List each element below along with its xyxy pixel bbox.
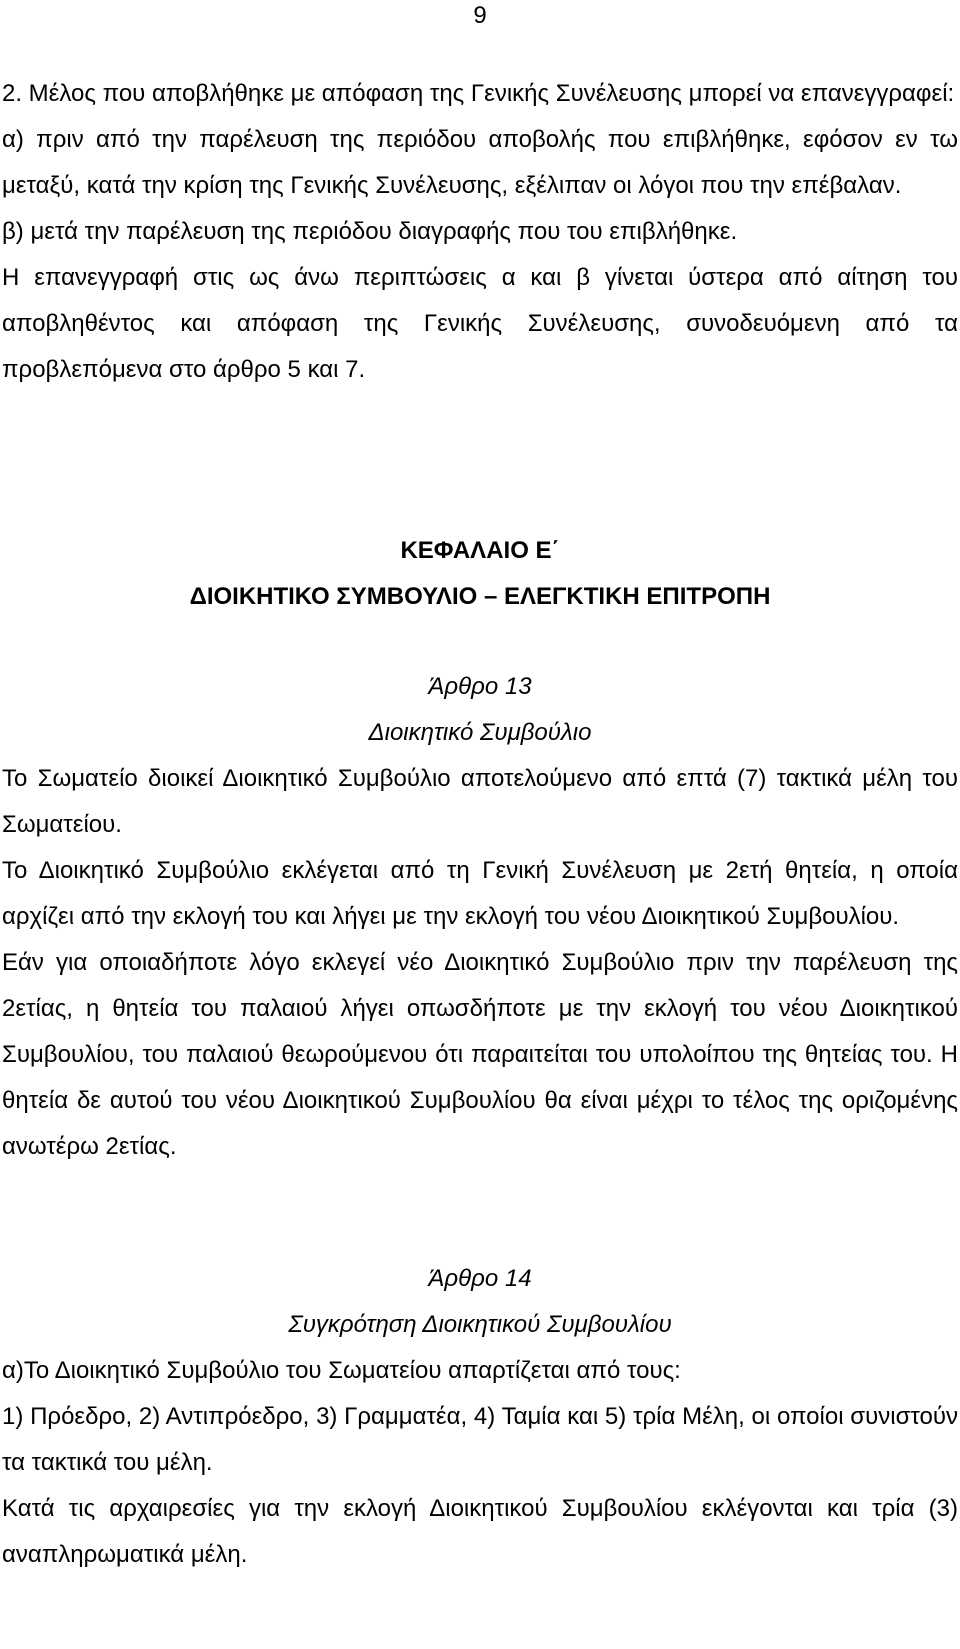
article-14-paragraph-3: Κατά τις αρχαιρεσίες για την εκλογή Διοικητικού Συμβουλίου εκλέγονται και τρία (3) αναπληρωματικά μέλη.: [2, 1495, 958, 1568]
article-13-paragraph-3: Εάν για οποιαδήποτε λόγο εκλεγεί νέο Διοικητικό Συμβούλιο πριν την παρέλευση της 2ετίας, η θητεία του παλαιού λήγει οπωσδήποτε με την εκλογή του νέου Διοικητικού Συμβουλίου, του παλαιού θεωρούμενου ότι παραιτείται του υπολοίπου της θητείας του. Η θητεία δε αυτού του νέου Διοικητικού Συμβουλίου θα είναι μέχρι το τέλος της οριζομένης ανωτέρω 2ετίας.: [2, 949, 958, 1160]
article-14-number: Άρθρο 14: [428, 1265, 532, 1292]
page-number: 9: [473, 2, 487, 29]
article-14-paragraph-2: 1) Πρόεδρο, 2) Αντιπρόεδρο, 3) Γραμματέα, 4) Ταμία και 5) τρία Μέλη, οι οποίοι συνιστούν τα τακτικά του μέλη.: [2, 1403, 958, 1476]
article-13-title: Διοικητικό Συμβούλιο: [368, 719, 592, 746]
chapter-subtitle: ΔΙΟΙΚΗΤΙΚΟ ΣΥΜΒΟΥΛΙΟ – ΕΛΕΓΚΤΙΚΗ ΕΠΙΤΡΟΠΗ: [189, 583, 771, 610]
paragraph-readmission-procedure: Η επανεγγραφή στις ως άνω περιπτώσεις α και β γίνεται ύστερα από αίτηση του αποβληθέντος και απόφαση της Γενικής Συνέλευσης, συνοδευόμενη από τα προβλεπόμενα στο άρθρο 5 και 7.: [2, 264, 958, 383]
article-13-number: Άρθρο 13: [428, 673, 532, 700]
article-14-paragraph-1: α)Το Διοικητικό Συμβούλιο του Σωματείου απαρτίζεται από τους:: [2, 1357, 681, 1384]
paragraph-readmission-case-a: α) πριν από την παρέλευση της περιόδου αποβολής που επιβλήθηκε, εφόσον εν τω μεταξύ, κατά την κρίση της Γενικής Συνέλευσης, εξέλιπαν οι λόγοι που την επέβαλαν.: [2, 126, 958, 199]
article-14: [2, 1256, 958, 1578]
section-readmission: [2, 71, 958, 393]
article-13: [2, 664, 958, 1170]
paragraph-readmission-case-b: β) μετά την παρέλευση της περιόδου διαγραφής που του επιβλήθηκε.: [2, 218, 738, 245]
chapter-title: ΚΕΦΑΛΑΙΟ Ε΄: [400, 537, 560, 564]
article-13-paragraph-1: Το Σωματείο διοικεί Διοικητικό Συμβούλιο αποτελούμενο από επτά (7) τακτικά μέλη του Σωματείου.: [2, 765, 958, 838]
paragraph-readmission-intro: 2. Μέλος που αποβλήθηκε με απόφαση της Γενικής Συνέλευσης μπορεί να επανεγγραφεί:: [2, 80, 955, 107]
article-14-title: Συγκρότηση Διοικητικού Συμβουλίου: [288, 1311, 672, 1338]
article-13-paragraph-2: Το Διοικητικό Συμβούλιο εκλέγεται από τη Γενική Συνέλευση με 2ετή θητεία, η οποία αρχίζει από την εκλογή του και λήγει με την εκλογή του νέου Διοικητικού Συμβουλίου.: [2, 857, 958, 930]
chapter-heading: [2, 528, 958, 620]
